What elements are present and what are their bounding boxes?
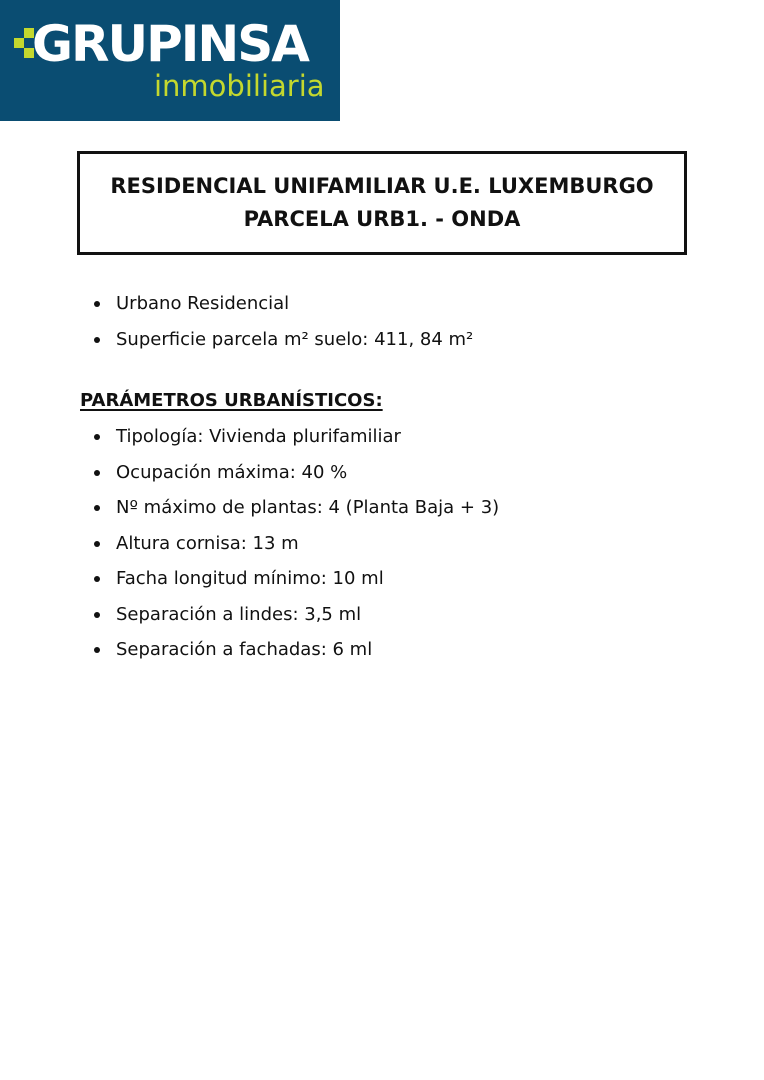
summary-list — [80, 286, 473, 357]
list-item: Nº máximo de plantas: 4 (Planta Baja + 3) — [80, 490, 499, 526]
title-line-1: RESIDENCIAL UNIFAMILIAR U.E. LUXEMBURGO — [110, 174, 654, 198]
section-heading: PARÁMETROS URBANÍSTICOS: — [80, 390, 383, 411]
list-item: Altura cornisa: 13 m — [80, 526, 499, 562]
company-logo — [0, 0, 340, 121]
list-item: Ocupación máxima: 40 % — [80, 455, 499, 491]
list-item: Separación a lindes: 3,5 ml — [80, 597, 499, 633]
document-title-box — [77, 151, 687, 255]
list-item: Facha longitud mínimo: 10 ml — [80, 561, 499, 597]
list-item: Urbano Residencial — [80, 286, 473, 322]
parameters-list — [80, 419, 499, 668]
list-item: Superficie parcela m² suelo: 411, 84 m² — [80, 322, 473, 358]
title-line-2: PARCELA URB1. - ONDA — [243, 207, 521, 231]
list-item: Tipología: Vivienda plurifamiliar — [80, 419, 499, 455]
list-item: Separación a fachadas: 6 ml — [80, 632, 499, 668]
logo-name: GRUPINSA — [32, 15, 308, 73]
logo-tagline: inmobiliaria — [154, 69, 325, 103]
